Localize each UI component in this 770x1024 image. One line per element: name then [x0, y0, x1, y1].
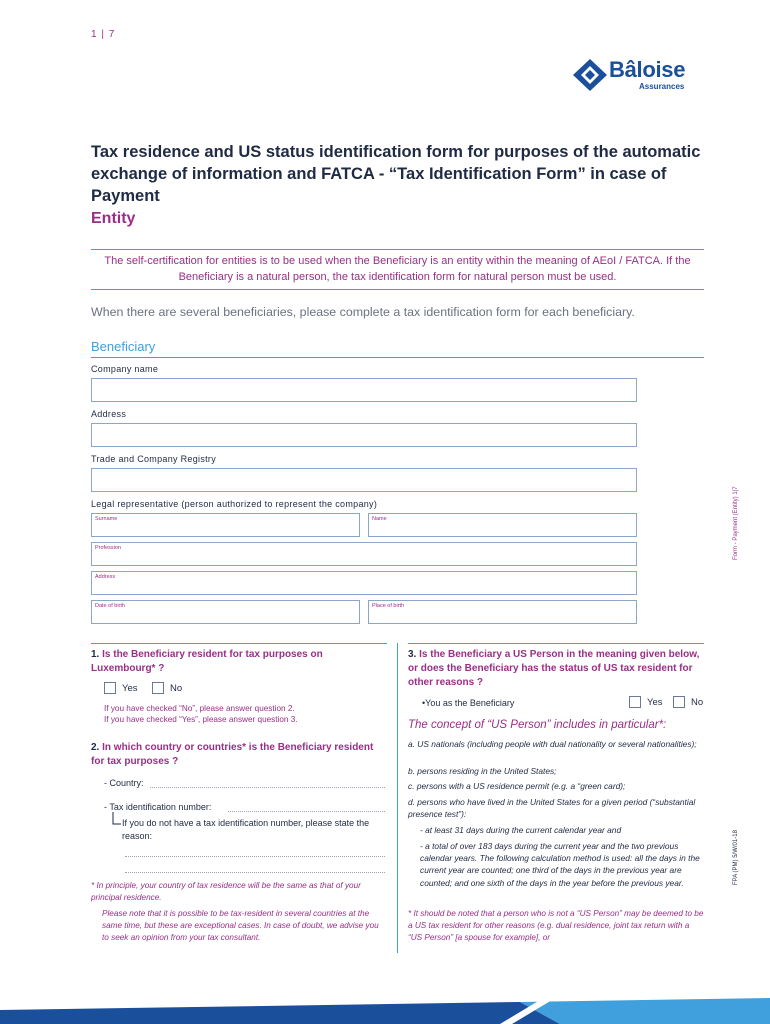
address-label: Address	[91, 409, 127, 419]
surname-field[interactable]	[91, 513, 360, 537]
baloise-logo	[572, 57, 706, 93]
question-2-text: In which country or countries* is the Beneficiary resident for tax purposes ?	[91, 742, 374, 767]
legal-representative-label: Legal representative (person authorized to represent the company)	[91, 499, 378, 509]
reason-input-line-1[interactable]	[125, 856, 385, 857]
question-3	[408, 648, 704, 690]
representative-address-label: Address	[95, 574, 116, 580]
question-3-number: 3.	[408, 649, 417, 660]
footnote-left-1: * In principle, your country of tax residence will be the same as that of your principal residence.	[91, 881, 361, 902]
footer-wave-decoration	[0, 998, 770, 1024]
country-input-line[interactable]	[150, 787, 385, 788]
form-title: Tax residence and US status identification form for purposes of the automatic exchange of information and FATCA - “Tax Identification Form” in case of Payment	[91, 143, 701, 205]
footnote-right: * It should be noted that a person who is not a “US Person” may be deemed to be a US tax resident for other reasons (e.g. dual residence, joint tax return with a “US Person” [a spouse for example], or	[408, 909, 704, 942]
column-divider	[397, 643, 398, 953]
registry-field[interactable]	[91, 468, 637, 492]
address-field[interactable]	[91, 423, 637, 447]
q1-no-label: No	[170, 683, 183, 694]
q3-row-label: •You as the Beneficiary	[422, 698, 515, 708]
several-beneficiaries-note: When there are several beneficiaries, please complete a tax identification form for each beneficiary.	[91, 305, 635, 319]
left-column-rule	[91, 643, 387, 644]
date-of-birth-field[interactable]	[91, 600, 360, 624]
page-number: 1 | 7	[91, 29, 116, 40]
right-column-rule	[408, 643, 704, 644]
logo-wordmark: Bâloise	[609, 57, 686, 82]
q3-yes-checkbox[interactable]	[629, 696, 641, 708]
country-label: - Country:	[104, 778, 144, 788]
question-2-number: 2.	[91, 742, 100, 753]
side-form-code: FPA (PM) 5/W/01-18	[733, 830, 739, 885]
concept-item-d2: - a total of over 183 days during the current year and the two previous calendar years. The following calculation method is used: all the days in the current year are counted; one third of the days in the previous year are counted; and one sixth of the days in the year before the previous year.	[420, 841, 700, 888]
q1-no-checkbox[interactable]	[152, 682, 164, 694]
profession-label: Profession	[95, 545, 121, 551]
logo-subtitle: Assurances	[639, 82, 685, 91]
concept-item-c: c. persons with a US residence permit (e.g. a “green card);	[408, 781, 626, 791]
footnote-left-2: Please note that it is possible to be tax-resident in several countries at the same time, but these are exceptional cases. In case of doubt, we advise you to seek an opinion from your tax consultant.	[102, 909, 379, 942]
name-field[interactable]	[368, 513, 637, 537]
representative-address-field[interactable]	[91, 571, 637, 595]
question-1	[91, 648, 387, 676]
baloise-diamond-icon	[572, 58, 608, 92]
q3-yes-label: Yes	[647, 697, 663, 708]
concept-item-d1: - at least 31 days during the current calendar year and	[420, 825, 622, 835]
question-2	[91, 741, 387, 769]
question-1-number: 1.	[91, 649, 100, 660]
concept-item-b: b. persons residing in the United States;	[408, 766, 557, 776]
q3-no-label: No	[691, 697, 704, 708]
reason-input-line-2[interactable]	[125, 872, 385, 873]
us-person-concept-heading: The concept of “US Person” includes in particular*:	[408, 719, 667, 731]
place-of-birth-field[interactable]	[368, 600, 637, 624]
no-tin-reason-label: If you do not have a tax identification number, please state the reason:	[122, 818, 370, 841]
q1-note-no: If you have checked “No”, please answer question 2.	[104, 704, 295, 713]
name-label: Name	[372, 516, 387, 522]
self-certification-note: The self-certification for entities is to be used when the Beneficiary is an entity within the meaning of AEoI / FATCA. If the Beneficiary is a natural person, the tax identification form for natural person must be used.	[91, 249, 704, 290]
profession-field[interactable]	[91, 542, 637, 566]
form-subtitle: Entity	[91, 210, 136, 227]
tin-label: - Tax identification number:	[104, 802, 212, 812]
q1-yes-label: Yes	[122, 683, 138, 694]
q1-note-yes: If you have checked “Yes”, please answer question 3.	[104, 715, 298, 724]
registry-label: Trade and Company Registry	[91, 454, 217, 464]
concept-item-d: d. persons who have lived in the United States for a given period (“substantial presence test”):	[408, 797, 696, 820]
q3-no-checkbox[interactable]	[673, 696, 685, 708]
tin-input-line[interactable]	[228, 811, 385, 812]
section-heading-beneficiary: Beneficiary	[91, 339, 704, 358]
surname-label: Surname	[95, 516, 118, 522]
q1-yes-checkbox[interactable]	[104, 682, 116, 694]
indent-arrow-icon	[112, 812, 122, 828]
question-1-text: Is the Beneficiary resident for tax purposes on Luxembourg* ?	[91, 649, 323, 674]
concept-item-a: a. US nationals (including people with dual nationality or several nationalities);	[408, 739, 697, 749]
date-of-birth-label: Date of birth	[95, 603, 125, 609]
company-name-field[interactable]	[91, 378, 637, 402]
place-of-birth-label: Place of birth	[372, 603, 405, 609]
company-name-label: Company name	[91, 364, 159, 374]
question-3-text: Is the Beneficiary a US Person in the meaning given below, or does the Beneficiary has the status of US tax resident for other reasons ?	[408, 649, 700, 688]
side-form-reference: Form - Payment (Entity) 1|7	[733, 486, 739, 560]
